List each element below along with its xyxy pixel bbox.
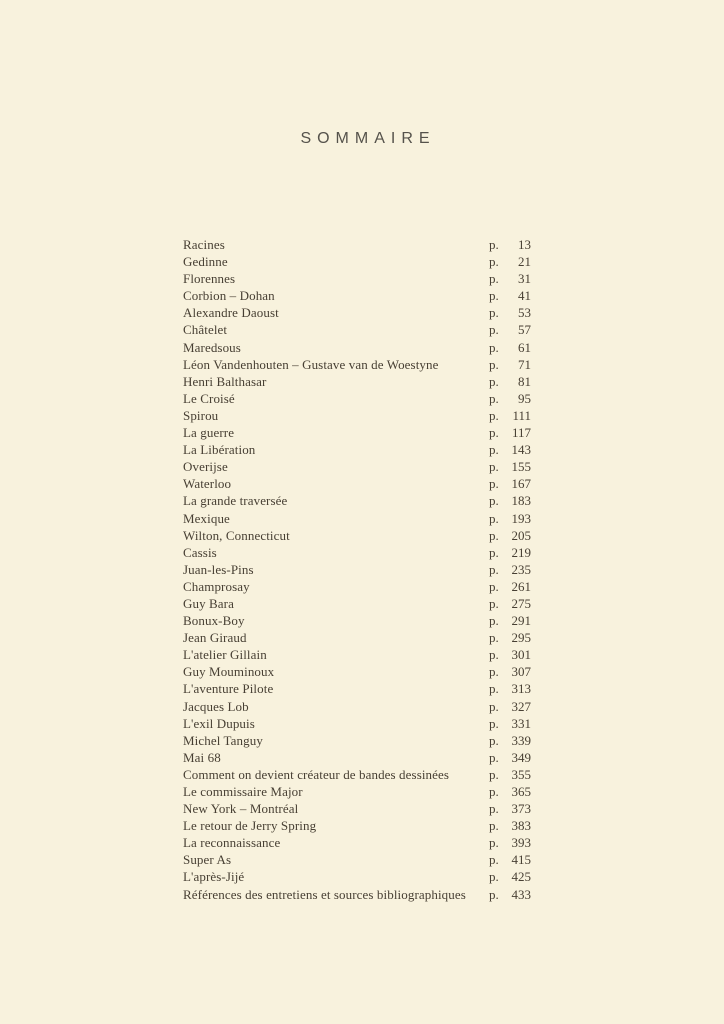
toc-entry-label: Mai 68 — [183, 749, 221, 765]
toc-list — [183, 236, 531, 903]
toc-entry — [183, 356, 531, 373]
toc-entry-label: Guy Bara — [183, 595, 234, 611]
page-number: 261 — [511, 578, 531, 594]
page-abbrev: p. — [489, 527, 499, 543]
toc-entry — [183, 561, 531, 578]
toc-entry — [183, 732, 531, 749]
toc-entry-label: Bonux-Boy — [183, 613, 245, 629]
page-abbrev: p. — [489, 305, 499, 321]
toc-entry — [183, 510, 531, 527]
page-abbrev: p. — [489, 732, 499, 748]
page-number: 365 — [511, 784, 531, 799]
toc-entry-label: Overijse — [183, 459, 228, 475]
page-number: 275 — [511, 595, 531, 611]
page-number: 117 — [511, 425, 531, 441]
toc-entry-label: Gedinne — [183, 254, 228, 270]
page-abbrev: p. — [489, 442, 499, 458]
page-number: 339 — [511, 732, 531, 748]
toc-entry — [183, 629, 531, 646]
page-number: 31 — [518, 271, 531, 287]
toc-entry-label: Juan-les-Pins — [183, 561, 254, 577]
toc-entry-label: Guy Mouminoux — [183, 664, 275, 680]
toc-entry-label: L'après-Jijé — [183, 869, 245, 885]
toc-entry-label: Florennes — [183, 271, 236, 287]
page-abbrev: p. — [489, 818, 499, 834]
toc-entry-label: L'atelier Gillain — [183, 647, 267, 663]
page-number: 331 — [511, 715, 531, 731]
page-abbrev: p. — [489, 801, 499, 817]
toc-entry-label: La Libération — [183, 442, 256, 458]
toc-entry-label: Michel Tanguy — [183, 732, 263, 748]
toc-entry — [183, 441, 531, 458]
toc-entry — [183, 373, 531, 390]
toc-entry — [183, 595, 531, 612]
toc-entry — [183, 458, 531, 475]
toc-entry — [183, 783, 531, 800]
page-number: 313 — [511, 681, 531, 697]
toc-entry — [183, 578, 531, 595]
page-abbrev: p. — [489, 630, 499, 646]
page-abbrev: p. — [489, 749, 499, 765]
page-number: 383 — [511, 818, 531, 834]
page-abbrev: p. — [489, 237, 499, 252]
toc-entry-label: L'aventure Pilote — [183, 681, 274, 697]
toc-entry-label: Champrosay — [183, 578, 250, 594]
page-abbrev: p. — [489, 544, 499, 560]
page-abbrev: p. — [489, 647, 499, 663]
toc-entry-label: Alexandre Daoust — [183, 305, 279, 321]
page-number: 205 — [511, 527, 531, 543]
page-number: 13 — [518, 237, 531, 252]
toc-entry — [183, 304, 531, 321]
page-number: 111 — [512, 407, 531, 423]
page-abbrev: p. — [489, 356, 499, 372]
page-number: 355 — [511, 766, 531, 782]
page-abbrev: p. — [489, 254, 499, 270]
page-number: 167 — [511, 476, 531, 492]
toc-entry-label: La reconnaissance — [183, 835, 281, 851]
page-number: 155 — [511, 459, 531, 475]
toc-entry-label: Références des entretiens et sources bibliographiques — [183, 886, 466, 902]
page-abbrev: p. — [489, 271, 499, 287]
page-abbrev: p. — [489, 698, 499, 714]
page-number: 193 — [511, 510, 531, 526]
page-number: 41 — [518, 288, 531, 304]
toc-entry — [183, 800, 531, 817]
toc-entry-label: Cassis — [183, 544, 217, 560]
toc-entry-label: Mexique — [183, 510, 230, 526]
page-number: 219 — [511, 544, 531, 560]
page-number: 349 — [511, 749, 531, 765]
page-abbrev: p. — [489, 715, 499, 731]
page-number: 71 — [518, 356, 531, 372]
page-number: 95 — [518, 390, 531, 406]
toc-entry-label: Waterloo — [183, 476, 232, 492]
page-abbrev: p. — [489, 322, 499, 338]
page-abbrev: p. — [489, 613, 499, 629]
toc-entry-label: L'exil Dupuis — [183, 715, 255, 731]
toc-entry-label: La grande traversée — [183, 493, 288, 509]
page-number: 183 — [511, 493, 531, 509]
toc-entry — [183, 851, 531, 868]
page-title: SOMMAIRE — [300, 130, 436, 147]
page-abbrev: p. — [489, 595, 499, 611]
page-abbrev: p. — [489, 493, 499, 509]
toc-entry-label: Le Croisé — [183, 390, 235, 406]
toc-entry — [183, 886, 531, 903]
toc-entry — [183, 698, 531, 715]
toc-entry — [183, 253, 531, 270]
page-number: 433 — [511, 886, 531, 902]
toc-entry — [183, 492, 531, 509]
page-abbrev: p. — [489, 407, 499, 423]
page-abbrev: p. — [489, 476, 499, 492]
toc-entry — [183, 236, 531, 253]
page-abbrev: p. — [489, 425, 499, 441]
toc-entry-label: Corbion – Dohan — [183, 288, 275, 304]
toc-entry-label: New York – Montréal — [183, 801, 299, 817]
toc-entry-label: La guerre — [183, 425, 235, 441]
toc-entry — [183, 646, 531, 663]
toc-entry-label: Wilton, Connecticut — [183, 527, 290, 543]
toc-entry-label: Racines — [183, 237, 225, 252]
toc-entry — [183, 766, 531, 783]
toc-entry-label: Spirou — [183, 407, 219, 423]
toc-entry — [183, 475, 531, 492]
page-abbrev: p. — [489, 459, 499, 475]
toc-entry-label: Henri Balthasar — [183, 373, 267, 389]
page-number: 301 — [511, 647, 531, 663]
page-number: 57 — [518, 322, 531, 338]
toc-entry-label: Comment on devient créateur de bandes dessinées — [183, 766, 450, 782]
page-abbrev: p. — [489, 766, 499, 782]
page-number: 81 — [518, 373, 531, 389]
page-number: 327 — [511, 698, 531, 714]
toc-entry — [183, 424, 531, 441]
toc-entry-label: Jean Giraud — [183, 630, 247, 646]
toc-entry-label: Le retour de Jerry Spring — [183, 818, 317, 834]
page-number: 143 — [511, 442, 531, 458]
toc-entry — [183, 527, 531, 544]
toc-entry-label: Léon Vandenhouten – Gustave van de Woestyne — [183, 356, 439, 372]
page-abbrev: p. — [489, 510, 499, 526]
toc-entry — [183, 270, 531, 287]
page-number: 61 — [518, 339, 531, 355]
page-number: 235 — [511, 561, 531, 577]
page-number: 53 — [518, 305, 531, 321]
page-abbrev: p. — [489, 373, 499, 389]
toc-entry — [183, 287, 531, 304]
toc-entry — [183, 612, 531, 629]
toc-entry — [183, 390, 531, 407]
page-abbrev: p. — [489, 784, 499, 799]
page-number: 425 — [511, 869, 531, 885]
page-number: 393 — [511, 835, 531, 851]
page-abbrev: p. — [489, 664, 499, 680]
page-abbrev: p. — [489, 390, 499, 406]
toc-entry — [183, 663, 531, 680]
toc-entry — [183, 339, 531, 356]
toc-entry — [183, 834, 531, 851]
page-abbrev: p. — [489, 578, 499, 594]
page-abbrev: p. — [489, 288, 499, 304]
page-number: 21 — [518, 254, 531, 270]
page-abbrev: p. — [489, 339, 499, 355]
page-number: 415 — [511, 852, 531, 868]
page-abbrev: p. — [489, 852, 499, 868]
toc-entry — [183, 749, 531, 766]
page-number: 307 — [511, 664, 531, 680]
toc-entry-label: Châtelet — [183, 322, 228, 338]
toc-entry — [183, 407, 531, 424]
toc-entry — [183, 868, 531, 885]
page-number: 291 — [511, 613, 531, 629]
page-abbrev: p. — [489, 681, 499, 697]
page-number: 295 — [511, 630, 531, 646]
page-abbrev: p. — [489, 561, 499, 577]
toc-entry — [183, 680, 531, 697]
page-abbrev: p. — [489, 869, 499, 885]
toc-entry — [183, 715, 531, 732]
page-abbrev: p. — [489, 835, 499, 851]
page-number: 373 — [511, 801, 531, 817]
toc-entry-label: Super As — [183, 852, 232, 868]
toc-entry-label: Maredsous — [183, 339, 241, 355]
toc-entry — [183, 544, 531, 561]
toc-entry — [183, 817, 531, 834]
page-abbrev: p. — [489, 886, 499, 902]
toc-entry-label: Jacques Lob — [183, 698, 249, 714]
toc-entry-label: Le commissaire Major — [183, 784, 303, 799]
toc-entry — [183, 321, 531, 338]
